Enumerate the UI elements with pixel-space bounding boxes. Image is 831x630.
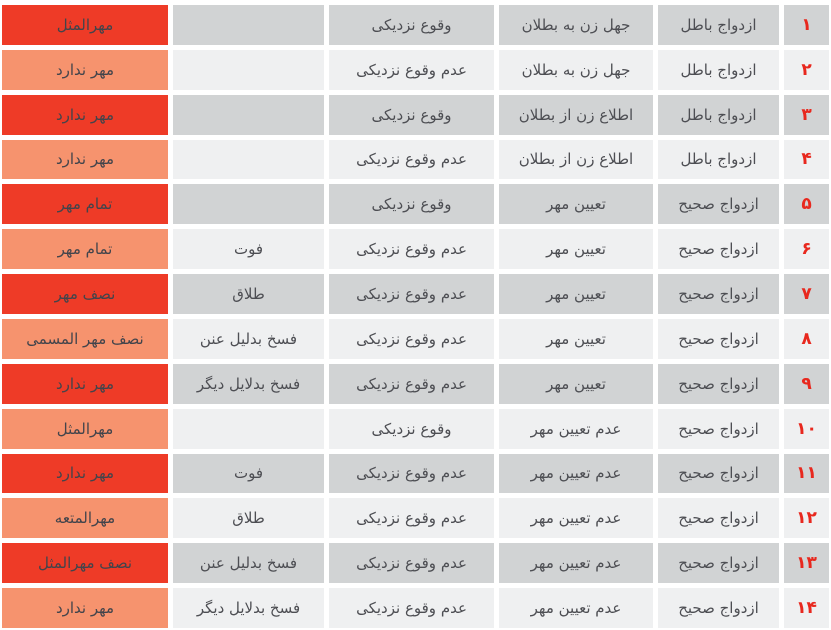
cell-intercourse-status: وقوع نزدیکی — [329, 409, 494, 449]
cell-knowledge-or-mahr-condition: تعیین مهر — [499, 184, 653, 224]
cell-row-number: ۴ — [784, 140, 829, 180]
cell-marriage-type: ازدواج صحیح — [658, 184, 779, 224]
cell-marriage-type: ازدواج صحیح — [658, 274, 779, 314]
cell-dissolution-event — [173, 5, 324, 45]
cell-mahr-result: مهرالمثل — [2, 5, 168, 45]
cell-marriage-type: ازدواج صحیح — [658, 588, 779, 628]
cell-mahr-result: تمام مهر — [2, 229, 168, 269]
cell-dissolution-event: فسخ بدلیل عنن — [173, 543, 324, 583]
cell-marriage-type: ازدواج صحیح — [658, 498, 779, 538]
cell-row-number: ۱۲ — [784, 498, 829, 538]
cell-mahr-result: نصف مهر — [2, 274, 168, 314]
cell-marriage-type: ازدواج صحیح — [658, 364, 779, 404]
cell-intercourse-status: عدم وقوع نزدیکی — [329, 50, 494, 90]
cell-row-number: ۳ — [784, 95, 829, 135]
cell-intercourse-status: عدم وقوع نزدیکی — [329, 274, 494, 314]
cell-mahr-result: مهر ندارد — [2, 140, 168, 180]
cell-knowledge-or-mahr-condition: اطلاع زن از بطلان — [499, 95, 653, 135]
cell-knowledge-or-mahr-condition: اطلاع زن از بطلان — [499, 140, 653, 180]
cell-row-number: ۶ — [784, 229, 829, 269]
cell-knowledge-or-mahr-condition: عدم تعیین مهر — [499, 409, 653, 449]
cell-row-number: ۱۰ — [784, 409, 829, 449]
cell-knowledge-or-mahr-condition: عدم تعیین مهر — [499, 543, 653, 583]
cell-row-number: ۹ — [784, 364, 829, 404]
cell-marriage-type: ازدواج صحیح — [658, 319, 779, 359]
cell-row-number: ۱۱ — [784, 454, 829, 494]
cell-mahr-result: نصف مهر المسمی — [2, 319, 168, 359]
cell-marriage-type: ازدواج باطل — [658, 140, 779, 180]
cell-marriage-type: ازدواج باطل — [658, 95, 779, 135]
cell-mahr-result: مهرالمتعه — [2, 498, 168, 538]
cell-row-number: ۸ — [784, 319, 829, 359]
cell-intercourse-status: عدم وقوع نزدیکی — [329, 364, 494, 404]
cell-row-number: ۲ — [784, 50, 829, 90]
cell-dissolution-event: فوت — [173, 454, 324, 494]
cell-row-number: ۷ — [784, 274, 829, 314]
cell-dissolution-event: طلاق — [173, 498, 324, 538]
cell-row-number: ۱ — [784, 5, 829, 45]
cell-row-number: ۱۳ — [784, 543, 829, 583]
cell-knowledge-or-mahr-condition: تعیین مهر — [499, 364, 653, 404]
cell-intercourse-status: عدم وقوع نزدیکی — [329, 543, 494, 583]
cell-intercourse-status: وقوع نزدیکی — [329, 95, 494, 135]
cell-knowledge-or-mahr-condition: عدم تعیین مهر — [499, 588, 653, 628]
cell-knowledge-or-mahr-condition: تعیین مهر — [499, 319, 653, 359]
cell-dissolution-event — [173, 95, 324, 135]
cell-dissolution-event — [173, 50, 324, 90]
cell-mahr-result: تمام مهر — [2, 184, 168, 224]
cell-dissolution-event — [173, 184, 324, 224]
cell-intercourse-status: عدم وقوع نزدیکی — [329, 319, 494, 359]
cell-row-number: ۱۴ — [784, 588, 829, 628]
cell-marriage-type: ازدواج باطل — [658, 50, 779, 90]
cell-intercourse-status: وقوع نزدیکی — [329, 184, 494, 224]
cell-knowledge-or-mahr-condition: جهل زن به بطلان — [499, 5, 653, 45]
cell-knowledge-or-mahr-condition: عدم تعیین مهر — [499, 454, 653, 494]
cell-dissolution-event: طلاق — [173, 274, 324, 314]
cell-intercourse-status: عدم وقوع نزدیکی — [329, 140, 494, 180]
cell-mahr-result: مهر ندارد — [2, 364, 168, 404]
cell-dissolution-event: فسخ بدلایل دیگر — [173, 588, 324, 628]
cell-knowledge-or-mahr-condition: تعیین مهر — [499, 229, 653, 269]
cell-marriage-type: ازدواج صحیح — [658, 454, 779, 494]
cell-intercourse-status: عدم وقوع نزدیکی — [329, 229, 494, 269]
cell-mahr-result: مهر ندارد — [2, 95, 168, 135]
cell-mahr-result: مهر ندارد — [2, 454, 168, 494]
cell-dissolution-event: فوت — [173, 229, 324, 269]
cell-knowledge-or-mahr-condition: عدم تعیین مهر — [499, 498, 653, 538]
cell-dissolution-event: فسخ بدلیل عنن — [173, 319, 324, 359]
cell-marriage-type: ازدواج صحیح — [658, 409, 779, 449]
cell-row-number: ۵ — [784, 184, 829, 224]
cell-mahr-result: مهر ندارد — [2, 588, 168, 628]
cell-mahr-result: مهر ندارد — [2, 50, 168, 90]
cell-marriage-type: ازدواج صحیح — [658, 543, 779, 583]
cell-knowledge-or-mahr-condition: جهل زن به بطلان — [499, 50, 653, 90]
cell-dissolution-event — [173, 409, 324, 449]
cell-dissolution-event — [173, 140, 324, 180]
cell-intercourse-status: عدم وقوع نزدیکی — [329, 498, 494, 538]
cell-intercourse-status: عدم وقوع نزدیکی — [329, 454, 494, 494]
cell-dissolution-event: فسخ بدلایل دیگر — [173, 364, 324, 404]
cell-mahr-result: مهرالمثل — [2, 409, 168, 449]
cell-intercourse-status: وقوع نزدیکی — [329, 5, 494, 45]
cell-intercourse-status: عدم وقوع نزدیکی — [329, 588, 494, 628]
cell-knowledge-or-mahr-condition: تعیین مهر — [499, 274, 653, 314]
cell-marriage-type: ازدواج باطل — [658, 5, 779, 45]
cell-marriage-type: ازدواج صحیح — [658, 229, 779, 269]
cell-mahr-result: نصف مهرالمثل — [2, 543, 168, 583]
